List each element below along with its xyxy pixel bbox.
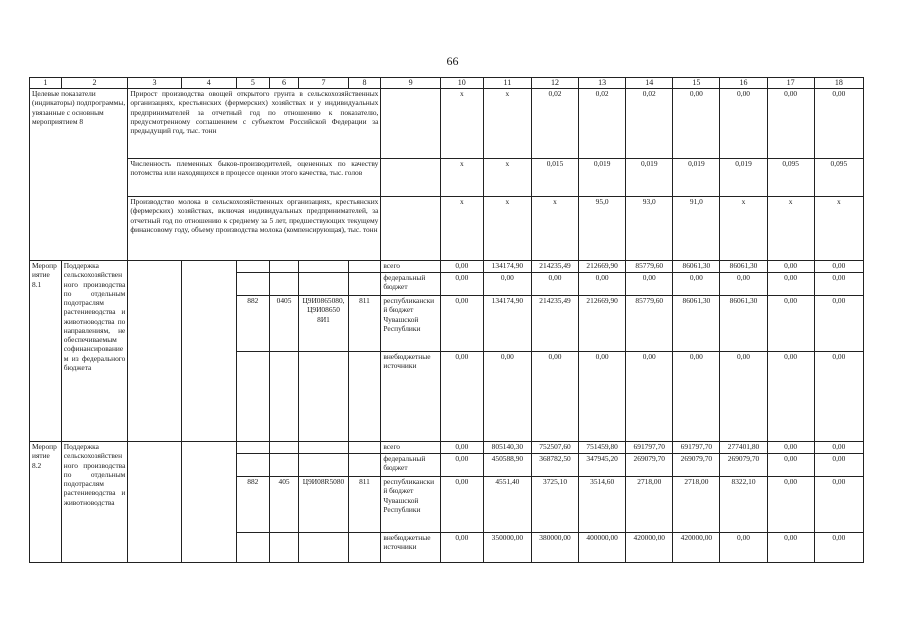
- funding-value: 269079,70: [626, 454, 673, 477]
- column-number: 8: [348, 78, 381, 89]
- section-code: [269, 454, 299, 477]
- indicator-source-empty: [381, 159, 440, 197]
- target-article-code: [299, 273, 348, 296]
- funding-value: 0,00: [814, 296, 863, 352]
- indicator-value: x: [440, 89, 483, 159]
- column-number: 13: [579, 78, 626, 89]
- funding-value: 0,00: [767, 533, 814, 563]
- indicator-value: x: [440, 197, 483, 261]
- funding-value: 0,00: [673, 273, 720, 296]
- funding-value: 450588,90: [483, 454, 531, 477]
- indicator-value: x: [483, 89, 531, 159]
- activity-row: [30, 261, 864, 273]
- funding-value: 0,00: [767, 352, 814, 442]
- indicator-value: 0,00: [767, 89, 814, 159]
- grbs-code: 882: [236, 296, 269, 352]
- funding-value: 212669,90: [579, 296, 626, 352]
- column-number: 5: [236, 78, 269, 89]
- activity-label: Мероприятие 8.1: [30, 261, 62, 442]
- funding-value: 0,00: [579, 273, 626, 296]
- funding-value: 350000,00: [483, 533, 531, 563]
- funding-value: 0,00: [814, 261, 863, 273]
- section-code: [269, 273, 299, 296]
- activity-name: Поддержка сельскохозяйственного производства по отдельным подотраслям растениеводства и животноводства: [61, 442, 128, 563]
- activity-label: Мероприятие 8.2: [30, 442, 62, 563]
- funding-value: 86061,30: [673, 261, 720, 273]
- indicator-value: 93,0: [626, 197, 673, 261]
- funding-value: 368782,50: [531, 454, 578, 477]
- funding-value: 0,00: [814, 533, 863, 563]
- column-number: 15: [673, 78, 720, 89]
- funding-source: внебюджетные источники: [381, 352, 440, 442]
- section-code: 0405: [269, 296, 299, 352]
- funding-value: 0,00: [531, 352, 578, 442]
- column-number: 3: [128, 78, 181, 89]
- grbs-code: [236, 273, 269, 296]
- column-number: 9: [381, 78, 440, 89]
- column-number: 14: [626, 78, 673, 89]
- funding-value: 85779,60: [626, 261, 673, 273]
- header-row: [30, 78, 864, 89]
- indicator-value: 0,02: [626, 89, 673, 159]
- funding-value: 0,00: [814, 477, 863, 533]
- executor-cell: [128, 442, 181, 563]
- indicator-value: x: [767, 197, 814, 261]
- target-article-code: Ц9И0865080, Ц9И08650 8И1: [299, 296, 348, 352]
- column-number: 12: [531, 78, 578, 89]
- funding-value: 691797,70: [626, 442, 673, 454]
- target-article-code: [299, 533, 348, 563]
- funding-value: 0,00: [531, 273, 578, 296]
- funding-value: 0,00: [483, 352, 531, 442]
- funding-value: 0,00: [720, 352, 767, 442]
- funding-value: 0,00: [673, 352, 720, 442]
- indicator-value: 0,02: [531, 89, 578, 159]
- indicator-text: Численность племенных быков-производителей, оцененных по качеству потомства или находящихся в процессе оценки этого качества, тыс. голов: [128, 159, 381, 197]
- funding-value: 0,00: [440, 261, 483, 273]
- funding-source: республиканский бюджет Чувашской Республики: [381, 477, 440, 533]
- funding-value: 214235,49: [531, 296, 578, 352]
- activity-row: [30, 442, 864, 454]
- funding-value: 0,00: [767, 454, 814, 477]
- indicator-value: 0,02: [579, 89, 626, 159]
- funding-value: 0,00: [767, 273, 814, 296]
- indicator-value: 91,0: [673, 197, 720, 261]
- expense-type-code: 811: [348, 296, 381, 352]
- program-table: [29, 77, 864, 563]
- grbs-code: [236, 442, 269, 454]
- column-number: 6: [269, 78, 299, 89]
- indicator-row: [30, 197, 864, 261]
- grbs-code: [236, 533, 269, 563]
- column-number: 11: [483, 78, 531, 89]
- co-executor-cell: [181, 261, 236, 442]
- funding-value: 0,00: [626, 273, 673, 296]
- funding-value: 0,00: [440, 296, 483, 352]
- indicator-value: 0,00: [673, 89, 720, 159]
- funding-value: 0,00: [440, 352, 483, 442]
- funding-source: внебюджетные источники: [381, 533, 440, 563]
- indicator-source-empty: [381, 89, 440, 159]
- funding-value: 0,00: [440, 273, 483, 296]
- funding-source: федеральный бюджет: [381, 454, 440, 477]
- funding-value: 0,00: [814, 454, 863, 477]
- funding-value: 0,00: [483, 273, 531, 296]
- funding-value: 400000,00: [579, 533, 626, 563]
- expense-type-code: [348, 454, 381, 477]
- column-number: 7: [299, 78, 348, 89]
- target-article-code: [299, 442, 348, 454]
- indicator-value: 0,015: [531, 159, 578, 197]
- target-article-code: [299, 352, 348, 442]
- indicator-text: Прирост производства овощей открытого грунта в сельскохозяйственных организациях, крестьянских (фермерских) хозяйствах и у индивидуальных предпринимателей за отчетный год по отношению к показателю, предусмотренному соглашением с субъектом Российской Федерации за предыдущий год, тыс. тонн: [128, 89, 381, 159]
- column-number: 10: [440, 78, 483, 89]
- funding-value: 0,00: [579, 352, 626, 442]
- funding-value: 8322,10: [720, 477, 767, 533]
- funding-value: 0,00: [440, 454, 483, 477]
- funding-value: 134174,90: [483, 261, 531, 273]
- indicator-value: 0,019: [673, 159, 720, 197]
- expense-type-code: [348, 533, 381, 563]
- section-code: [269, 352, 299, 442]
- column-number: 2: [61, 78, 128, 89]
- grbs-code: [236, 261, 269, 273]
- indicator-value: 0,019: [626, 159, 673, 197]
- funding-value: 805140,30: [483, 442, 531, 454]
- section-code: [269, 533, 299, 563]
- funding-value: 752507,60: [531, 442, 578, 454]
- indicator-row: [30, 159, 864, 197]
- indicator-value: x: [531, 197, 578, 261]
- target-article-code: Ц9И08R5080: [299, 477, 348, 533]
- column-number: 18: [814, 78, 863, 89]
- funding-value: 86061,30: [673, 296, 720, 352]
- funding-value: 691797,70: [673, 442, 720, 454]
- funding-value: 212669,90: [579, 261, 626, 273]
- expense-type-code: [348, 442, 381, 454]
- indicator-value: x: [483, 159, 531, 197]
- indicator-value: 0,095: [767, 159, 814, 197]
- funding-value: 0,00: [720, 273, 767, 296]
- funding-value: 214235,49: [531, 261, 578, 273]
- funding-value: 380000,00: [531, 533, 578, 563]
- grbs-code: [236, 454, 269, 477]
- indicator-value: 95,0: [579, 197, 626, 261]
- indicator-value: 0,00: [720, 89, 767, 159]
- column-number: 16: [720, 78, 767, 89]
- funding-value: 0,00: [767, 296, 814, 352]
- funding-value: 269079,70: [673, 454, 720, 477]
- funding-value: 0,00: [814, 352, 863, 442]
- indicator-value: x: [720, 197, 767, 261]
- indicator-text: Производство молока в сельскохозяйственных организациях, крестьянских (фермерских) хозяйствах, включая индивидуальных предпринимателей, за отчетный год по отношению к среднему за 5 лет, предшествующих текущему финансовому году, объему производства молока (компенсирующая), тыс. тонн: [128, 197, 381, 261]
- section-code: [269, 442, 299, 454]
- activity-name: Поддержка сельскохозяйственного производства по отдельным подотраслям растениеводства и животноводства по направлениям, не обеспечиваемым софинансированием из федерального бюджета: [61, 261, 128, 442]
- indicator-value: x: [483, 197, 531, 261]
- indicator-value: 0,095: [814, 159, 863, 197]
- funding-value: 0,00: [814, 273, 863, 296]
- funding-value: 347945,20: [579, 454, 626, 477]
- indicator-value: x: [440, 159, 483, 197]
- funding-source: всего: [381, 442, 440, 454]
- target-article-code: [299, 261, 348, 273]
- expense-type-code: [348, 273, 381, 296]
- funding-value: 0,00: [440, 477, 483, 533]
- section-code: [269, 261, 299, 273]
- funding-value: 420000,00: [626, 533, 673, 563]
- indicator-value: 0,019: [579, 159, 626, 197]
- indicator-value: x: [814, 197, 863, 261]
- funding-value: 0,00: [440, 533, 483, 563]
- funding-value: 2718,00: [626, 477, 673, 533]
- funding-value: 4551,40: [483, 477, 531, 533]
- column-number: 17: [767, 78, 814, 89]
- indicator-value: 0,019: [720, 159, 767, 197]
- grbs-code: [236, 352, 269, 442]
- funding-value: 86061,30: [720, 296, 767, 352]
- executor-cell: [128, 261, 181, 442]
- co-executor-cell: [181, 442, 236, 563]
- funding-value: 2718,00: [673, 477, 720, 533]
- funding-value: 0,00: [767, 477, 814, 533]
- targets-label: Целевые показатели (индикаторы) подпрограммы, увязанные с основным мероприятием 8: [30, 89, 128, 261]
- funding-source: всего: [381, 261, 440, 273]
- funding-value: 0,00: [720, 533, 767, 563]
- expense-type-code: [348, 261, 381, 273]
- target-article-code: [299, 454, 348, 477]
- funding-value: 3514,60: [579, 477, 626, 533]
- funding-value: 3725,10: [531, 477, 578, 533]
- grbs-code: 882: [236, 477, 269, 533]
- funding-value: 420000,00: [673, 533, 720, 563]
- indicator-value: 0,00: [814, 89, 863, 159]
- funding-value: 0,00: [767, 261, 814, 273]
- funding-value: 86061,30: [720, 261, 767, 273]
- funding-value: 134174,90: [483, 296, 531, 352]
- indicator-row: [30, 89, 864, 159]
- page-number: 66: [446, 54, 459, 68]
- funding-value: 85779,60: [626, 296, 673, 352]
- funding-source: федеральный бюджет: [381, 273, 440, 296]
- funding-value: 0,00: [626, 352, 673, 442]
- funding-value: 751459,80: [579, 442, 626, 454]
- funding-value: 0,00: [440, 442, 483, 454]
- expense-type-code: [348, 352, 381, 442]
- funding-source: республиканский бюджет Чувашской Республики: [381, 296, 440, 352]
- funding-value: 0,00: [814, 442, 863, 454]
- indicator-source-empty: [381, 197, 440, 261]
- funding-value: 277401,80: [720, 442, 767, 454]
- column-number: 1: [30, 78, 62, 89]
- funding-value: 0,00: [767, 442, 814, 454]
- column-number: 4: [181, 78, 236, 89]
- funding-value: 269079,70: [720, 454, 767, 477]
- section-code: 405: [269, 477, 299, 533]
- expense-type-code: 811: [348, 477, 381, 533]
